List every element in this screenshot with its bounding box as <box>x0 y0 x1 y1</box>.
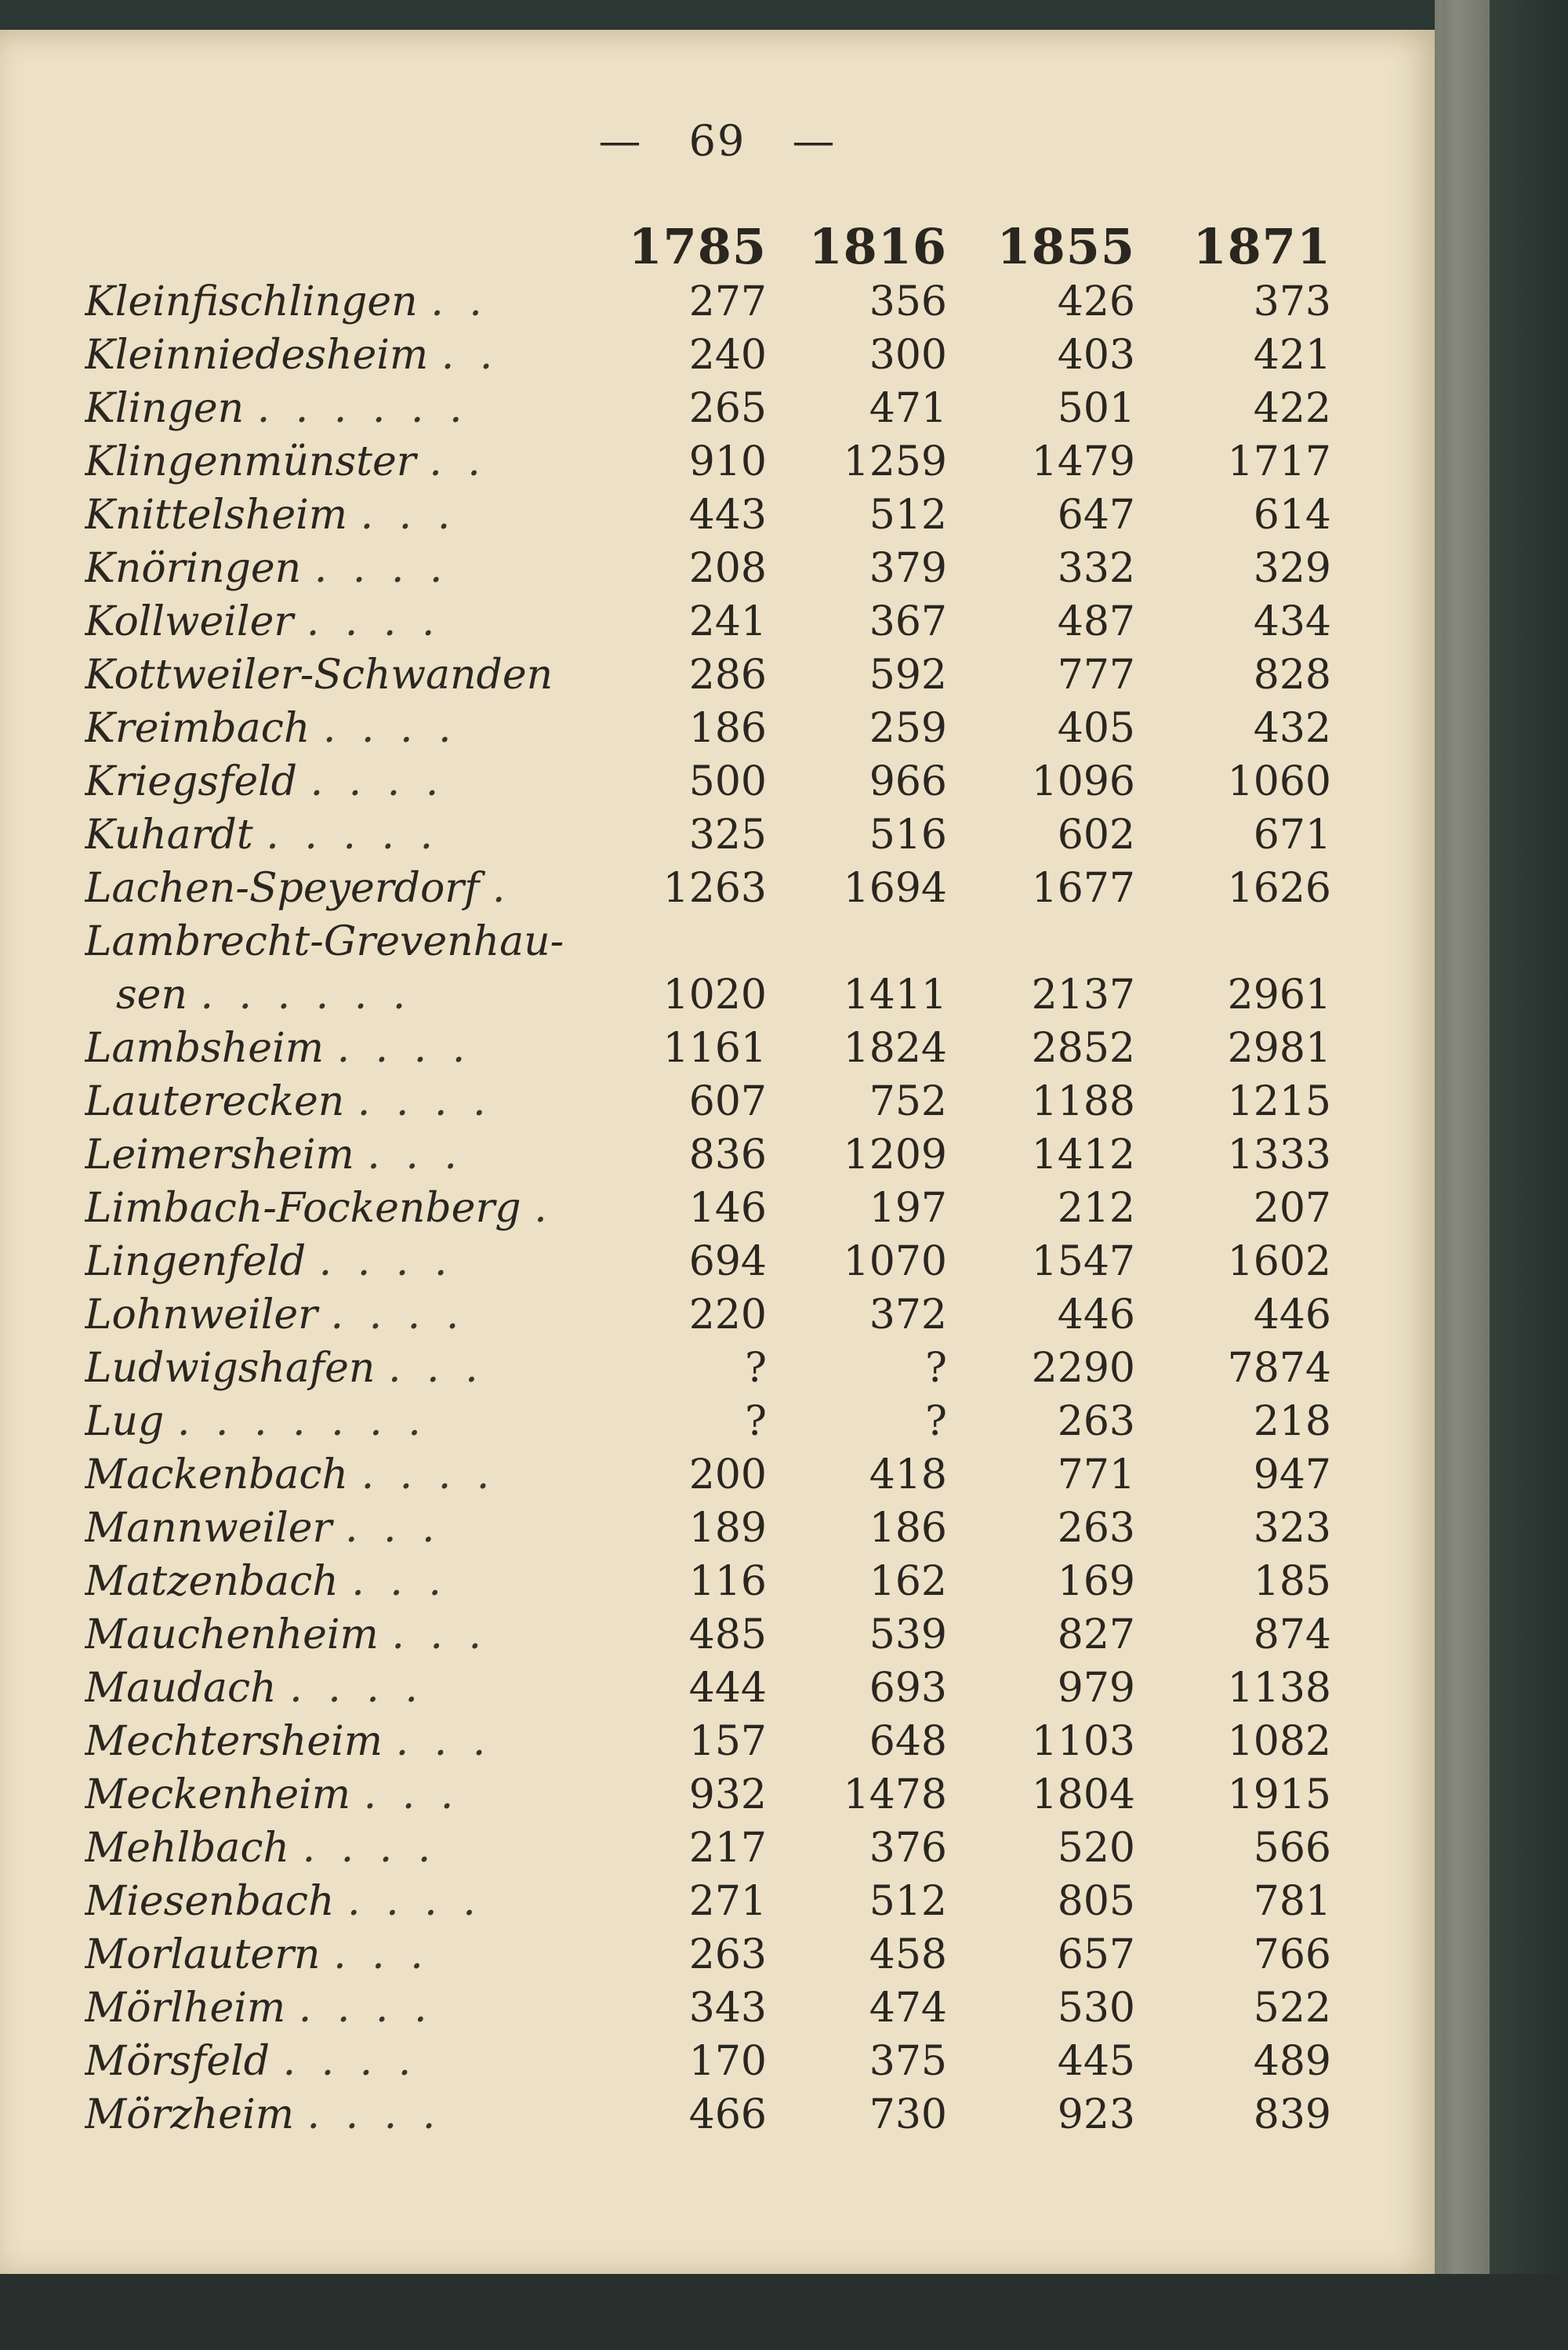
leader-dots: . <box>534 1185 554 1232</box>
population-1871: 434 <box>1253 598 1331 645</box>
population-1816: 693 <box>869 1665 947 1712</box>
place-name-cell <box>85 702 618 755</box>
population-1871: 781 <box>1253 1878 1331 1925</box>
place-name-cell <box>85 1288 618 1342</box>
leader-dots: . . <box>441 332 499 379</box>
population-1785: 220 <box>688 1291 767 1338</box>
leader-dots: . . . . <box>361 1451 496 1498</box>
population-1816: ? <box>925 1398 947 1445</box>
population-1855: 520 <box>1057 1825 1135 1872</box>
leader-dots: . . . . <box>289 1665 424 1712</box>
place-name: Lingenfeld <box>85 1238 307 1285</box>
leader-dots: . . . . <box>310 758 445 805</box>
table-row <box>85 595 1331 648</box>
population-1785: 170 <box>688 2038 767 2085</box>
population-1816: 418 <box>869 1451 947 1498</box>
population-1871: 1060 <box>1227 758 1331 805</box>
leader-dots: . . . <box>333 1931 430 1978</box>
place-name: Lauterecken <box>85 1078 345 1125</box>
population-1816: 730 <box>869 2091 947 2138</box>
population-1855: 446 <box>1057 1291 1135 1338</box>
leader-dots: . . . <box>351 1558 448 1605</box>
population-1871: 2961 <box>1227 972 1331 1019</box>
header-year-1816: 1816 <box>808 218 947 275</box>
population-1855: 2852 <box>1031 1025 1135 1072</box>
population-1785: 485 <box>688 1611 767 1658</box>
population-1816: 300 <box>869 332 947 379</box>
place-name-cell <box>85 382 618 435</box>
population-1855: 657 <box>1057 1931 1135 1978</box>
place-name: Kottweiler-Schwanden <box>85 652 554 699</box>
population-1816: 367 <box>869 598 947 645</box>
leader-dots: . . . . <box>336 1025 472 1072</box>
population-1871 <box>1135 915 1331 968</box>
population-1785: 343 <box>688 1985 767 2032</box>
place-name-cell <box>85 1502 618 1555</box>
population-1816: 259 <box>869 705 947 752</box>
place-name: Matzenbach <box>85 1558 339 1605</box>
place-name-cell <box>85 1608 618 1662</box>
population-1816: 458 <box>869 1931 947 1978</box>
leader-dots: . <box>492 865 512 912</box>
place-name: Mackenbach <box>85 1451 349 1498</box>
table-row <box>85 755 1331 808</box>
population-1855: 777 <box>1057 652 1135 699</box>
table-row <box>85 489 1331 542</box>
table-row <box>85 1075 1331 1128</box>
population-1871: 1215 <box>1227 1078 1331 1125</box>
population-1855: 602 <box>1057 812 1135 859</box>
place-name-cell <box>85 1822 618 1875</box>
place-name: Lug <box>85 1398 165 1445</box>
table-row <box>85 968 1331 1022</box>
population-1785: 694 <box>688 1238 767 1285</box>
place-name: Kreimbach <box>85 705 310 752</box>
place-name-cell <box>85 1182 618 1235</box>
population-1855: 212 <box>1057 1185 1135 1232</box>
table-row <box>85 382 1331 435</box>
page-number: 69 <box>688 116 746 165</box>
population-1855: 501 <box>1057 385 1135 432</box>
leader-dots: . . . <box>363 1771 460 1818</box>
place-name-cell <box>85 1981 618 2035</box>
population-1785: 240 <box>688 332 767 379</box>
population-1871: 828 <box>1253 652 1331 699</box>
table-row <box>85 648 1331 702</box>
population-1785: 1263 <box>662 865 767 912</box>
population-1816 <box>767 915 947 968</box>
place-name-cell <box>85 489 618 542</box>
population-1855: 403 <box>1057 332 1135 379</box>
table-row <box>85 808 1331 862</box>
leader-dots: . . . . <box>330 1291 466 1338</box>
population-1816: 752 <box>869 1078 947 1125</box>
table-row <box>85 1022 1331 1075</box>
leader-dots: . . . . . . <box>200 972 412 1019</box>
leader-dots: . . . . <box>314 545 449 592</box>
table-row <box>85 1662 1331 1715</box>
population-1785: 1020 <box>662 972 767 1019</box>
population-1785: 200 <box>688 1451 767 1498</box>
population-1785: 146 <box>688 1185 767 1232</box>
place-name-cell <box>85 2035 618 2088</box>
population-1871: 566 <box>1253 1825 1331 1872</box>
header-place <box>85 218 618 275</box>
place-name-cell <box>85 1342 618 1395</box>
table-row <box>85 862 1331 915</box>
population-1816: 512 <box>869 1878 947 1925</box>
population-1785: 932 <box>688 1771 767 1818</box>
population-1816: 1694 <box>843 865 947 912</box>
population-1871: 2981 <box>1227 1025 1331 1072</box>
table-row <box>85 1502 1331 1555</box>
population-1855: 169 <box>1057 1558 1135 1605</box>
population-1871: 1915 <box>1227 1771 1331 1818</box>
place-name: Klingen <box>85 385 245 432</box>
leader-dots: . . . <box>360 492 457 539</box>
place-name-cell <box>85 755 618 808</box>
population-1855: 405 <box>1057 705 1135 752</box>
population-1855: 827 <box>1057 1611 1135 1658</box>
population-1816: 1259 <box>843 438 947 485</box>
place-name-cell <box>85 1128 618 1182</box>
place-name: Meckenheim <box>85 1771 351 1818</box>
place-name: Ludwigshafen <box>85 1345 376 1392</box>
population-1785: 910 <box>688 438 767 485</box>
table-row <box>85 275 1331 329</box>
place-name: Mannweiler <box>85 1505 332 1552</box>
place-name-cell <box>85 808 618 862</box>
place-name: Kollweiler <box>85 598 294 645</box>
population-1871: 671 <box>1253 812 1331 859</box>
place-name: Mechtersheim <box>85 1718 383 1765</box>
population-1855: 2137 <box>1031 972 1135 1019</box>
leader-dots: . . . <box>387 1345 485 1392</box>
population-1855: 1412 <box>1031 1131 1135 1179</box>
population-1816: 539 <box>869 1611 947 1658</box>
population-1855: 530 <box>1057 1985 1135 2032</box>
population-1871: 1717 <box>1227 438 1331 485</box>
population-1816: 356 <box>869 278 947 325</box>
place-name-cell <box>85 542 618 595</box>
place-name: Knöringen <box>85 545 302 592</box>
population-1855: 487 <box>1057 598 1135 645</box>
place-name-cell <box>85 915 618 968</box>
table-row <box>85 1288 1331 1342</box>
table-row <box>85 1448 1331 1502</box>
population-1855: 2290 <box>1031 1345 1135 1392</box>
leader-dots: . . . <box>391 1611 488 1658</box>
population-1816: 1209 <box>843 1131 947 1179</box>
population-1785: 325 <box>688 812 767 859</box>
population-1871: 874 <box>1253 1611 1331 1658</box>
table-row <box>85 1342 1331 1395</box>
table-row <box>85 2088 1331 2141</box>
population-1785: 836 <box>688 1131 767 1179</box>
population-1871: 614 <box>1253 492 1331 539</box>
place-name-cell <box>85 1928 618 1981</box>
table-row <box>85 1235 1331 1288</box>
place-name: sen <box>116 972 187 1019</box>
book-cover-bottom <box>0 2274 1568 2350</box>
population-1871: 766 <box>1253 1931 1331 1978</box>
place-name: Lohnweiler <box>85 1291 318 1338</box>
place-name-cell <box>85 1022 618 1075</box>
table-header-row <box>85 218 1331 275</box>
population-1816: 372 <box>869 1291 947 1338</box>
population-1785: 263 <box>688 1931 767 1978</box>
place-name: Lambsheim <box>85 1025 325 1072</box>
population-1816: 1478 <box>843 1771 947 1818</box>
table-row <box>85 1555 1331 1608</box>
place-name-cell <box>85 1768 618 1822</box>
population-1816: 516 <box>869 812 947 859</box>
population-1816: 376 <box>869 1825 947 1872</box>
place-name: Limbach-Fockenberg <box>85 1185 521 1232</box>
population-1855: 1479 <box>1031 438 1135 485</box>
population-1816: 375 <box>869 2038 947 2085</box>
population-1855: 1677 <box>1031 865 1135 912</box>
population-1871: 522 <box>1253 1985 1331 2032</box>
population-1816: 1411 <box>843 972 947 1019</box>
leader-dots: . . . <box>367 1131 463 1179</box>
header-year-1855: 1855 <box>996 218 1135 275</box>
table-row <box>85 702 1331 755</box>
population-1855: 647 <box>1057 492 1135 539</box>
population-1871: 947 <box>1253 1451 1331 1498</box>
table-row <box>85 1715 1331 1768</box>
place-name: Klingenmünster <box>85 438 416 485</box>
population-1785: 217 <box>688 1825 767 1872</box>
place-name: Leimersheim <box>85 1131 354 1179</box>
population-1855: 263 <box>1057 1398 1135 1445</box>
book-page <box>0 30 1435 2274</box>
table-row <box>85 915 1331 968</box>
header-year-1785: 1785 <box>628 218 767 275</box>
place-name-cell <box>85 1662 618 1715</box>
population-1785: ? <box>745 1345 767 1392</box>
place-name: Miesenbach <box>85 1878 335 1925</box>
population-1816: 379 <box>869 545 947 592</box>
population-1871: 1602 <box>1227 1238 1331 1285</box>
leader-dots: . . . <box>344 1505 441 1552</box>
header-dash-left: — <box>598 116 643 165</box>
population-1785: 271 <box>688 1878 767 1925</box>
place-name: Kriegsfeld <box>85 758 298 805</box>
population-1785: 186 <box>688 705 767 752</box>
place-name-cell <box>85 329 618 382</box>
leader-dots: . . . . <box>306 598 441 645</box>
place-name-cell <box>85 1448 618 1502</box>
population-1785: 466 <box>688 2091 767 2138</box>
population-1816: 592 <box>869 652 947 699</box>
place-name: Mauchenheim <box>85 1611 379 1658</box>
table-row <box>85 1128 1331 1182</box>
population-1785: 444 <box>688 1665 767 1712</box>
population-1855: 771 <box>1057 1451 1135 1498</box>
population-1785: 1161 <box>662 1025 767 1072</box>
place-name-cell <box>85 595 618 648</box>
population-1855: 1804 <box>1031 1771 1135 1818</box>
place-name: Mehlbach <box>85 1825 290 1872</box>
population-1871: 1333 <box>1227 1131 1331 1179</box>
population-1871: 446 <box>1253 1291 1331 1338</box>
population-1785: 189 <box>688 1505 767 1552</box>
table-row <box>85 542 1331 595</box>
place-name: Kleinfischlingen <box>85 278 418 325</box>
population-1871: 432 <box>1253 705 1331 752</box>
population-1816: 471 <box>869 385 947 432</box>
table-row <box>85 1182 1331 1235</box>
population-1855: 263 <box>1057 1505 1135 1552</box>
population-1785: 607 <box>688 1078 767 1125</box>
population-1855: 923 <box>1057 2091 1135 2138</box>
place-name: Maudach <box>85 1665 277 1712</box>
population-1871: 839 <box>1253 2091 1331 2138</box>
population-1785: 116 <box>688 1558 767 1605</box>
place-name: Morlautern <box>85 1931 321 1978</box>
table-row <box>85 329 1331 382</box>
population-1855: 1096 <box>1031 758 1135 805</box>
place-name: Mörlheim <box>85 1985 286 2032</box>
population-1871: 1626 <box>1227 865 1331 912</box>
population-1785: 265 <box>688 385 767 432</box>
population-1871: 1138 <box>1227 1665 1331 1712</box>
leader-dots: . . . . <box>307 2091 442 2138</box>
population-1855: 426 <box>1057 278 1135 325</box>
leader-dots: . . . . . . <box>256 385 469 432</box>
population-1871: 1082 <box>1227 1718 1331 1765</box>
place-name: Kleinniedesheim <box>85 332 429 379</box>
leader-dots: . . . . <box>302 1825 437 1872</box>
leader-dots: . . . . <box>347 1878 482 1925</box>
population-1871: 421 <box>1253 332 1331 379</box>
population-1871: 7874 <box>1227 1345 1331 1392</box>
population-1816: 162 <box>869 1558 947 1605</box>
population-1871: 373 <box>1253 278 1331 325</box>
place-name: Lambrecht-Grevenhau- <box>85 918 564 965</box>
place-name-cell <box>85 275 618 329</box>
population-1816: 186 <box>869 1505 947 1552</box>
population-1816: 197 <box>869 1185 947 1232</box>
population-1871: 422 <box>1253 385 1331 432</box>
population-1816: 648 <box>869 1718 947 1765</box>
population-1855: 332 <box>1057 545 1135 592</box>
population-1785: 157 <box>688 1718 767 1765</box>
place-name-cell <box>85 968 618 1022</box>
population-1855 <box>947 915 1135 968</box>
leader-dots: . . . . <box>318 1238 454 1285</box>
population-1871: 323 <box>1253 1505 1331 1552</box>
place-name: Mörzheim <box>85 2091 295 2138</box>
table-row <box>85 1981 1331 2035</box>
page-header <box>0 116 1435 165</box>
header-dash-right: — <box>792 116 837 165</box>
place-name-cell <box>85 648 618 702</box>
population-1785: 500 <box>688 758 767 805</box>
population-1871: 489 <box>1253 2038 1331 2085</box>
population-1871: 329 <box>1253 545 1331 592</box>
population-1816: ? <box>925 1345 947 1392</box>
population-1785 <box>618 915 767 968</box>
leader-dots: . . . . . <box>266 812 440 859</box>
table-row <box>85 1608 1331 1662</box>
population-1816: 1070 <box>843 1238 947 1285</box>
population-1871: 207 <box>1253 1185 1331 1232</box>
place-name: Mörsfeld <box>85 2038 270 2085</box>
place-name: Knittelsheim <box>85 492 348 539</box>
place-name-cell <box>85 2088 618 2141</box>
place-name: Kuhardt <box>85 812 253 859</box>
population-1785: 443 <box>688 492 767 539</box>
leader-dots: . . . . <box>357 1078 492 1125</box>
table-row <box>85 435 1331 489</box>
population-1816: 512 <box>869 492 947 539</box>
table-row <box>85 1928 1331 1981</box>
leader-dots: . . . . <box>298 1985 434 2032</box>
table-row <box>85 1768 1331 1822</box>
population-1855: 1103 <box>1031 1718 1135 1765</box>
population-1855: 979 <box>1057 1665 1135 1712</box>
place-name-cell <box>85 862 618 915</box>
table-row <box>85 1875 1331 1928</box>
place-name-cell <box>85 1555 618 1608</box>
table-row <box>85 2035 1331 2088</box>
place-name: Lachen-Speyerdorf <box>85 865 480 912</box>
place-name-cell <box>85 1875 618 1928</box>
population-1785: 286 <box>688 652 767 699</box>
population-1816: 474 <box>869 1985 947 2032</box>
table-row <box>85 1822 1331 1875</box>
population-1785: 277 <box>688 278 767 325</box>
population-1871: 218 <box>1253 1398 1331 1445</box>
population-1785: 208 <box>688 545 767 592</box>
place-name-cell <box>85 1235 618 1288</box>
population-1855: 1188 <box>1031 1078 1135 1125</box>
leader-dots: . . . <box>395 1718 492 1765</box>
place-name-cell <box>85 1075 618 1128</box>
population-1871: 185 <box>1253 1558 1331 1605</box>
book-spine-strip <box>1435 0 1490 2350</box>
leader-dots: . . . . <box>322 705 458 752</box>
leader-dots: . . <box>430 278 488 325</box>
population-1855: 805 <box>1057 1878 1135 1925</box>
population-1816: 1824 <box>843 1025 947 1072</box>
place-name-cell <box>85 1715 618 1768</box>
population-1785: 241 <box>688 598 767 645</box>
population-1816: 966 <box>869 758 947 805</box>
table-row <box>85 1395 1331 1448</box>
header-year-1871: 1871 <box>1192 218 1331 275</box>
leader-dots: . . . . . . . <box>176 1398 427 1445</box>
population-table <box>85 218 1331 2141</box>
table-body <box>85 275 1331 2141</box>
leader-dots: . . . . <box>282 2038 418 2085</box>
leader-dots: . . <box>429 438 487 485</box>
population-1855: 1547 <box>1031 1238 1135 1285</box>
population-1855: 445 <box>1057 2038 1135 2085</box>
place-name-cell <box>85 435 618 489</box>
place-name-cell <box>85 1395 618 1448</box>
population-1785: ? <box>745 1398 767 1445</box>
